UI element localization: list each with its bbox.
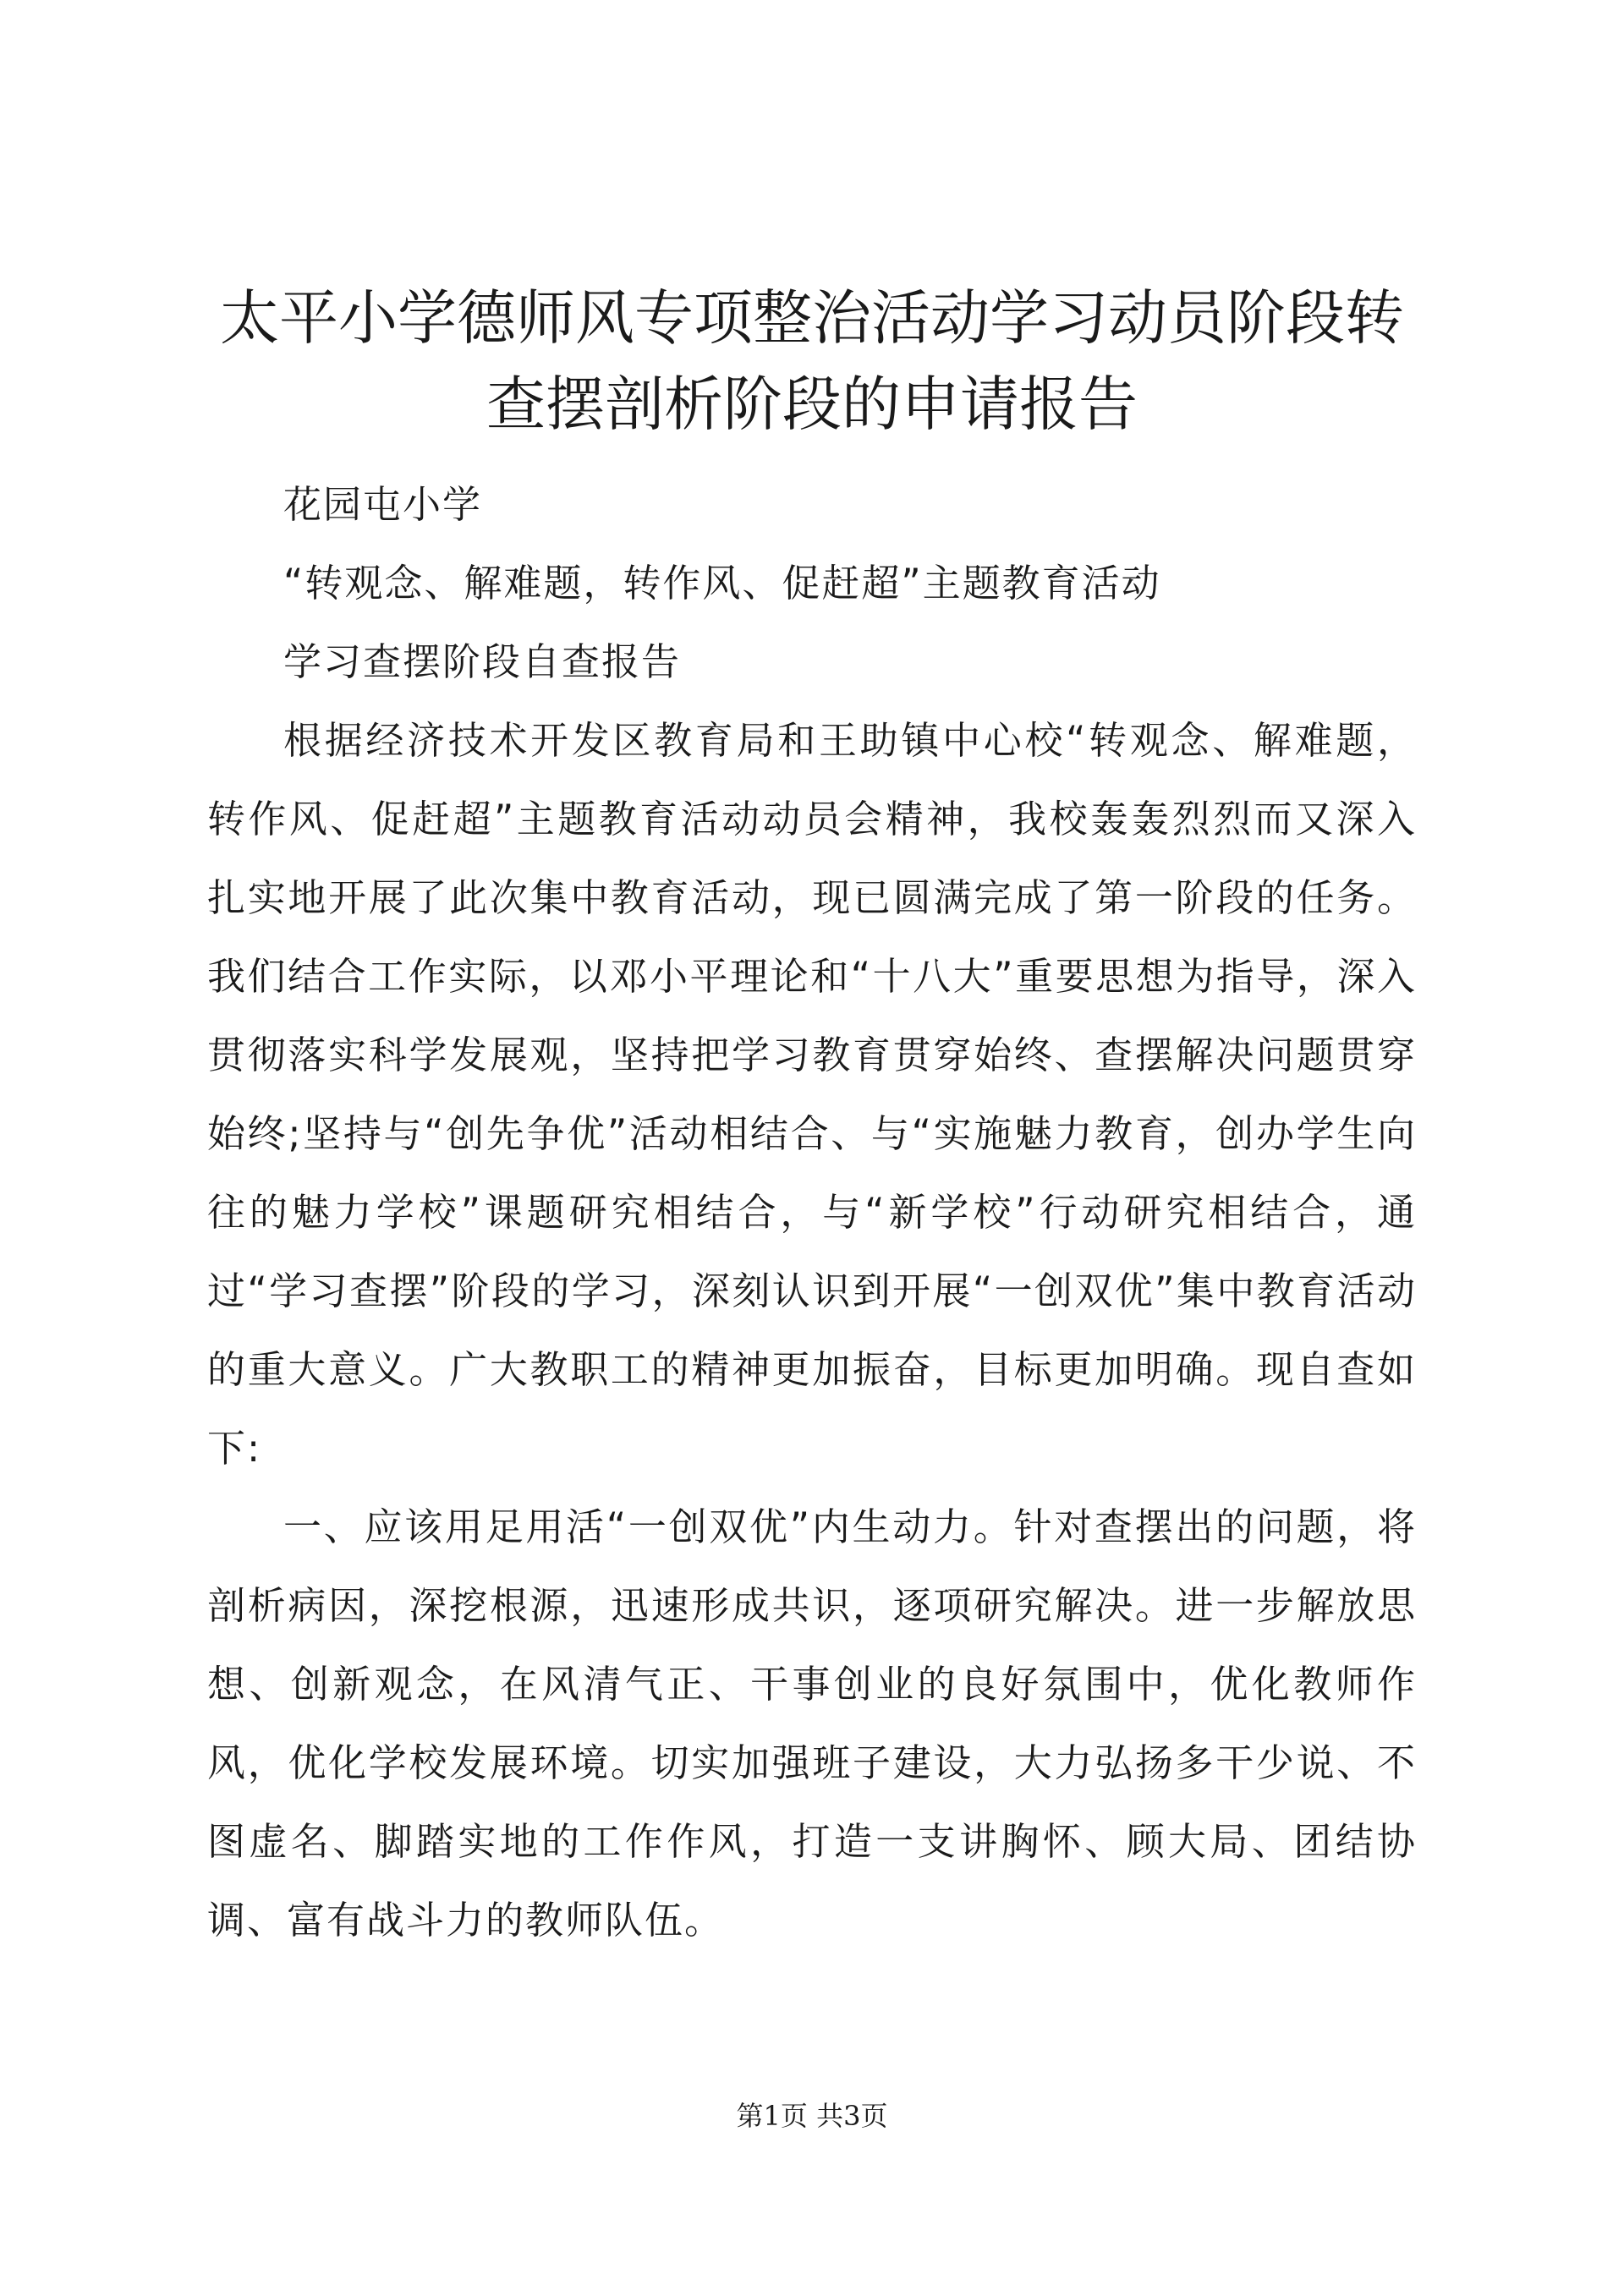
document-title-line-2: 查摆剖析阶段的申请报告 [486, 370, 1138, 439]
report-subtitle: 学习查摆阶段自查报告 [283, 639, 682, 684]
document-title [195, 275, 1429, 447]
body-paragraph: 一、应该用足用活“一创双优”内生动力。针对查摆出的问题，将剖析病因，深挖根源，迅速形成共识，逐项研究解决。进一步解放思想、创新观念，在风清气正、干事创业的良好氛围中，优化教师作风，优化学校发展环境。切实加强班子建设，大力弘扬多干少说、不图虚名、脚踏实地的工作作风，打造一支讲胸怀、顾大局、团结协调、富有战斗力的教师队伍。 [207, 1504, 1417, 1943]
page-footer: 第1页 共3页 [736, 2100, 888, 2132]
school-name: 花园屯小学 [283, 482, 483, 527]
activity-theme: “转观念、解难题，转作风、促赶超”主题教育活动 [283, 561, 1161, 606]
body-paragraph: 根据经济技术开发区教育局和王助镇中心校“转观念、解难题，转作风、促赶超”主题教育活动动员会精神，我校轰轰烈烈而又深入扎实地开展了此次集中教育活动，现已圆满完成了第一阶段的任务。我们结合工作实际，以邓小平理论和“十八大”重要思想为指导，深入贯彻落实科学发展观，坚持把学习教育贯穿始终、查摆解决问题贯穿始终;坚持与“创先争优”活动相结合、与“实施魅力教育，创办学生向往的魅力学校”课题研究相结合，与“新学校”行动研究相结合，通过“学习查摆”阶段的学习，深刻认识到开展“一创双优”集中教育活动的重大意义。广大教职工的精神更加振奋，目标更加明确。现自查如下: [207, 718, 1417, 1471]
document-title-line-1: 太平小学德师风专项整治活动学习动员阶段转 [220, 283, 1404, 353]
document-body [207, 465, 1417, 1959]
